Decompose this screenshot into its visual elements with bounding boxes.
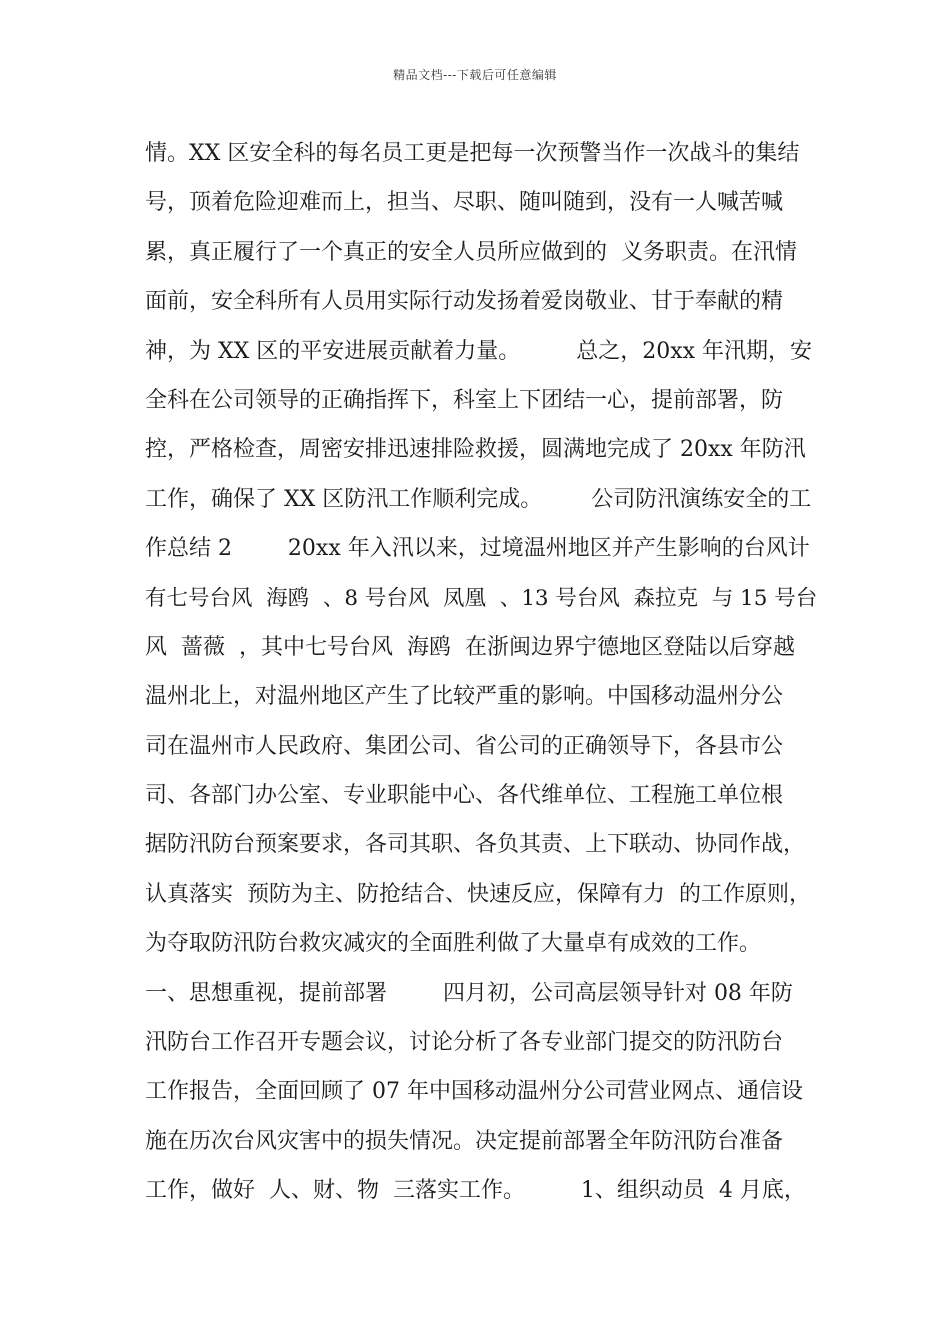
document-body (145, 129, 825, 1216)
text-line: 累，真正履行了一个真正的安全人员所应做到的 义务职责。在汛情 (145, 239, 797, 265)
text-line: 司、各部门办公室、专业职能中心、各代维单位、工程施工单位根 (145, 783, 784, 809)
text-line: 作总结 2 20xx 年入汛以来，过境温州地区并产生影响的台风计 (145, 536, 810, 562)
text-line: 风 蔷薇 ，其中七号台风 海鸥 在浙闽边界宁德地区登陆以后穿越 (145, 634, 795, 660)
text-line: 汛防台工作召开专题会议，讨论分析了各专业部门提交的防汛防台 (145, 1030, 784, 1056)
text-line: 情。XX 区安全科的每名员工更是把每一次预警当作一次战斗的集结 (145, 141, 800, 166)
text-line: 温州北上，对温州地区产生了比较严重的影响。中国移动温州分公 (145, 684, 784, 710)
text-line: 工作报告，全面回顾了 07 年中国移动温州分公司营业网点、通信设 (145, 1079, 803, 1105)
text-line: 面前，安全科所有人员用实际行动发扬着爱岗敬业、甘于奉献的精 (145, 289, 784, 315)
text-line: 一、思想重视，提前部署 四月初，公司高层领导针对 08 年防 (145, 980, 793, 1006)
text-line: 控，严格检查，周密安排迅速排险救援，圆满地完成了 20xx 年防汛 (145, 437, 806, 463)
text-line: 据防汛防台预案要求，各司其职、各负其责、上下联动、协同作战， (145, 832, 806, 858)
text-line: 施在历次台风灾害中的损失情况。决定提前部署全年防汛防台准备 (145, 1128, 784, 1154)
text-line: 为夺取防汛防台救灾减灾的全面胜利做了大量卓有成效的工作。 (145, 931, 762, 957)
text-line: 认真落实 预防为主、防抢结合、快速反应，保障有力 的工作原则， (145, 881, 811, 907)
text-line: 全科在公司领导的正确指挥下，科室上下团结一心，提前部署，防 (145, 387, 784, 413)
text-line: 号，顶着危险迎难而上，担当、尽职、随叫随到，没有一人喊苦喊 (145, 190, 784, 216)
page-header: 精品文档---下载后可任意编辑 (393, 68, 557, 82)
text-line: 有七号台风 海鸥 、8 号台风 凤凰 、13 号台风 森拉克 与 15 号台 (145, 585, 818, 611)
text-line: 司在温州市人民政府、集团公司、省公司的正确领导下，各县市公 (145, 733, 784, 759)
text-line: 工作，做好 人、财、物 三落实工作。 1、组织动员 4 月底， (145, 1178, 806, 1204)
text-line: 神，为 XX 区的平安进展贡献着力量。 总之，20xx 年汛期，安 (145, 338, 813, 364)
text-line: 工作，确保了 XX 区防汛工作顺利完成。 公司防汛演练安全的工 (145, 486, 812, 512)
